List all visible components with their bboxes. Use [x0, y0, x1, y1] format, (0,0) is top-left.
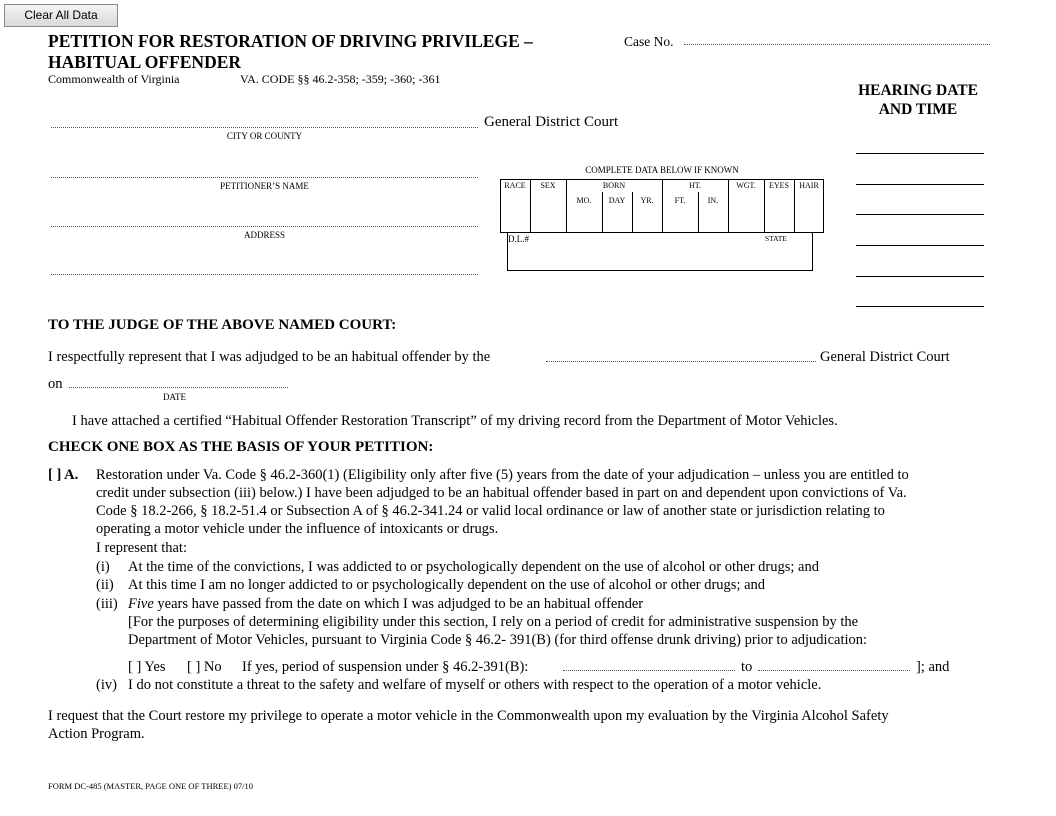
hearing-title-line1: HEARING DATE [858, 82, 978, 99]
hearing-date-heading [840, 82, 996, 119]
request-line1: I request that the Court restore my privilege to operate a motor vehicle in the Commonwealth upon my evaluation by the Virginia Alcohol Safety [48, 708, 889, 724]
hearing-line-1[interactable] [856, 153, 984, 154]
hearing-line-6[interactable] [856, 306, 984, 307]
if-yes-text: If yes, period of suspension under § 46.2-391(B): [242, 659, 529, 675]
case-no-label: Case No. [624, 34, 674, 49]
yes-checkbox[interactable]: [ ] Yes [128, 659, 166, 675]
dl-number-label: D.L.# [508, 234, 529, 244]
hearing-line-4[interactable] [856, 245, 984, 246]
represent-text: I respectfully represent that I was adjudged to be an habitual offender by the [48, 349, 491, 365]
month-label: MO. [576, 196, 592, 205]
suspension-from-field[interactable] [563, 670, 735, 671]
credit-line2: Department of Motor Vehicles, pursuant to Virginia Code § 46.2- 391(B) (for third offense drunk driving) prior to adjudication: [128, 632, 868, 648]
adjudication-date-field[interactable] [69, 387, 288, 388]
form-title-line2: HABITUAL OFFENDER [48, 52, 242, 72]
and-label: ]; and [916, 659, 950, 675]
va-code-label: VA. CODE §§ 46.2-358; -359; -360; -361 [240, 72, 441, 86]
item-iii-rest: years have passed from the date on which I was adjudged to be an habitual offender [153, 596, 644, 612]
court-suffix-body: General District Court [820, 349, 950, 365]
attached-transcript-text: I have attached a certified “Habitual Offender Restoration Transcript” of my driving record from the Department of Motor Vehicles. [72, 413, 838, 429]
day-label: DAY [608, 196, 626, 205]
item-i-text: At the time of the convictions, I was addicted to or psychologically dependent on the use of alcohol or other drugs; and [128, 559, 819, 575]
address-field-line1[interactable] [51, 226, 478, 227]
feet-label: FT. [674, 196, 686, 205]
petitioner-name-field[interactable] [51, 177, 478, 178]
item-i-num: (i) [96, 559, 110, 575]
commonwealth-label: Commonwealth of Virginia [48, 72, 180, 86]
to-label: to [741, 659, 753, 675]
hearing-title-line2: AND TIME [878, 100, 958, 118]
born-label: BORN [602, 181, 626, 190]
race-label: RACE [504, 181, 526, 190]
height-label: HT. [688, 181, 702, 190]
item-ii-num: (ii) [96, 577, 114, 593]
hearing-line-3[interactable] [856, 214, 984, 215]
item-iii-italic: Five [128, 596, 154, 612]
address-label: ADDRESS [243, 230, 285, 240]
court-suffix-top: General District Court [484, 114, 619, 130]
petitioner-name-label: PETITIONER’S NAME [220, 181, 309, 191]
a-line2: credit under subsection (iii) below.) I have been adjudged to be an habitual offender based in part on and dependent upon convictions of Va. [96, 485, 907, 501]
a-line1: Restoration under Va. Code § 46.2-360(1) (Eligibility only after five (5) years from the date of your adjudication – unless you are entitled to [96, 467, 909, 483]
sex-label: SEX [540, 181, 556, 190]
hearing-line-2[interactable] [856, 184, 984, 185]
complete-data-caption: COMPLETE DATA BELOW IF KNOWN [585, 165, 739, 175]
adjudging-court-field[interactable] [546, 361, 816, 362]
clear-all-data-button[interactable]: Clear All Data [4, 4, 118, 27]
inches-label: IN. [707, 196, 719, 205]
a-line3: Code § 18.2-266, § 18.2-51.4 or Subsection A of § 46.2-341.24 or valid local ordinance or law of another state or jurisdiction relating to [96, 503, 885, 519]
suspension-to-field[interactable] [758, 670, 910, 671]
eyes-label: EYES [769, 181, 789, 190]
item-iv-text: I do not constitute a threat to the safety and welfare of myself or others with respect to the operation of a motor vehicle. [128, 677, 822, 693]
city-county-label: CITY OR COUNTY [226, 131, 303, 141]
checkbox-a[interactable]: [ ] A. [48, 467, 79, 483]
form-title-line1: PETITION FOR RESTORATION OF DRIVING PRIVILEGE – [48, 31, 533, 51]
hair-label: HAIR [799, 181, 819, 190]
i-represent-text: I represent that: [96, 540, 187, 556]
item-ii-text: At this time I am no longer addicted to or psychologically dependent on the use of alcohol or other drugs; and [128, 577, 766, 593]
a-line4: operating a motor vehicle under the influence of intoxicants or drugs. [96, 521, 499, 537]
date-label: DATE [163, 392, 186, 402]
item-iv-num: (iv) [96, 677, 117, 693]
year-label: YR. [640, 196, 654, 205]
item-iii-num: (iii) [96, 596, 118, 612]
dl-state-label: STATE [765, 234, 787, 243]
request-line2: Action Program. [48, 726, 145, 742]
case-no-field[interactable] [684, 44, 990, 45]
city-county-field[interactable] [51, 127, 478, 128]
item-iii-text [128, 596, 643, 613]
credit-line1: [For the purposes of determining eligibility under this section, I rely on a period of credit for administrative suspension by the [128, 614, 859, 630]
on-label: on [48, 376, 63, 392]
hearing-line-5[interactable] [856, 276, 984, 277]
to-judge-heading: TO THE JUDGE OF THE ABOVE NAMED COURT: [48, 317, 397, 333]
check-one-heading: CHECK ONE BOX AS THE BASIS OF YOUR PETITION: [48, 439, 434, 455]
no-checkbox[interactable]: [ ] No [187, 659, 222, 675]
weight-label: WGT. [736, 181, 756, 190]
address-field-line2[interactable] [51, 274, 478, 275]
form-id: FORM DC-485 (MASTER, PAGE ONE OF THREE) 07/10 [48, 781, 253, 791]
